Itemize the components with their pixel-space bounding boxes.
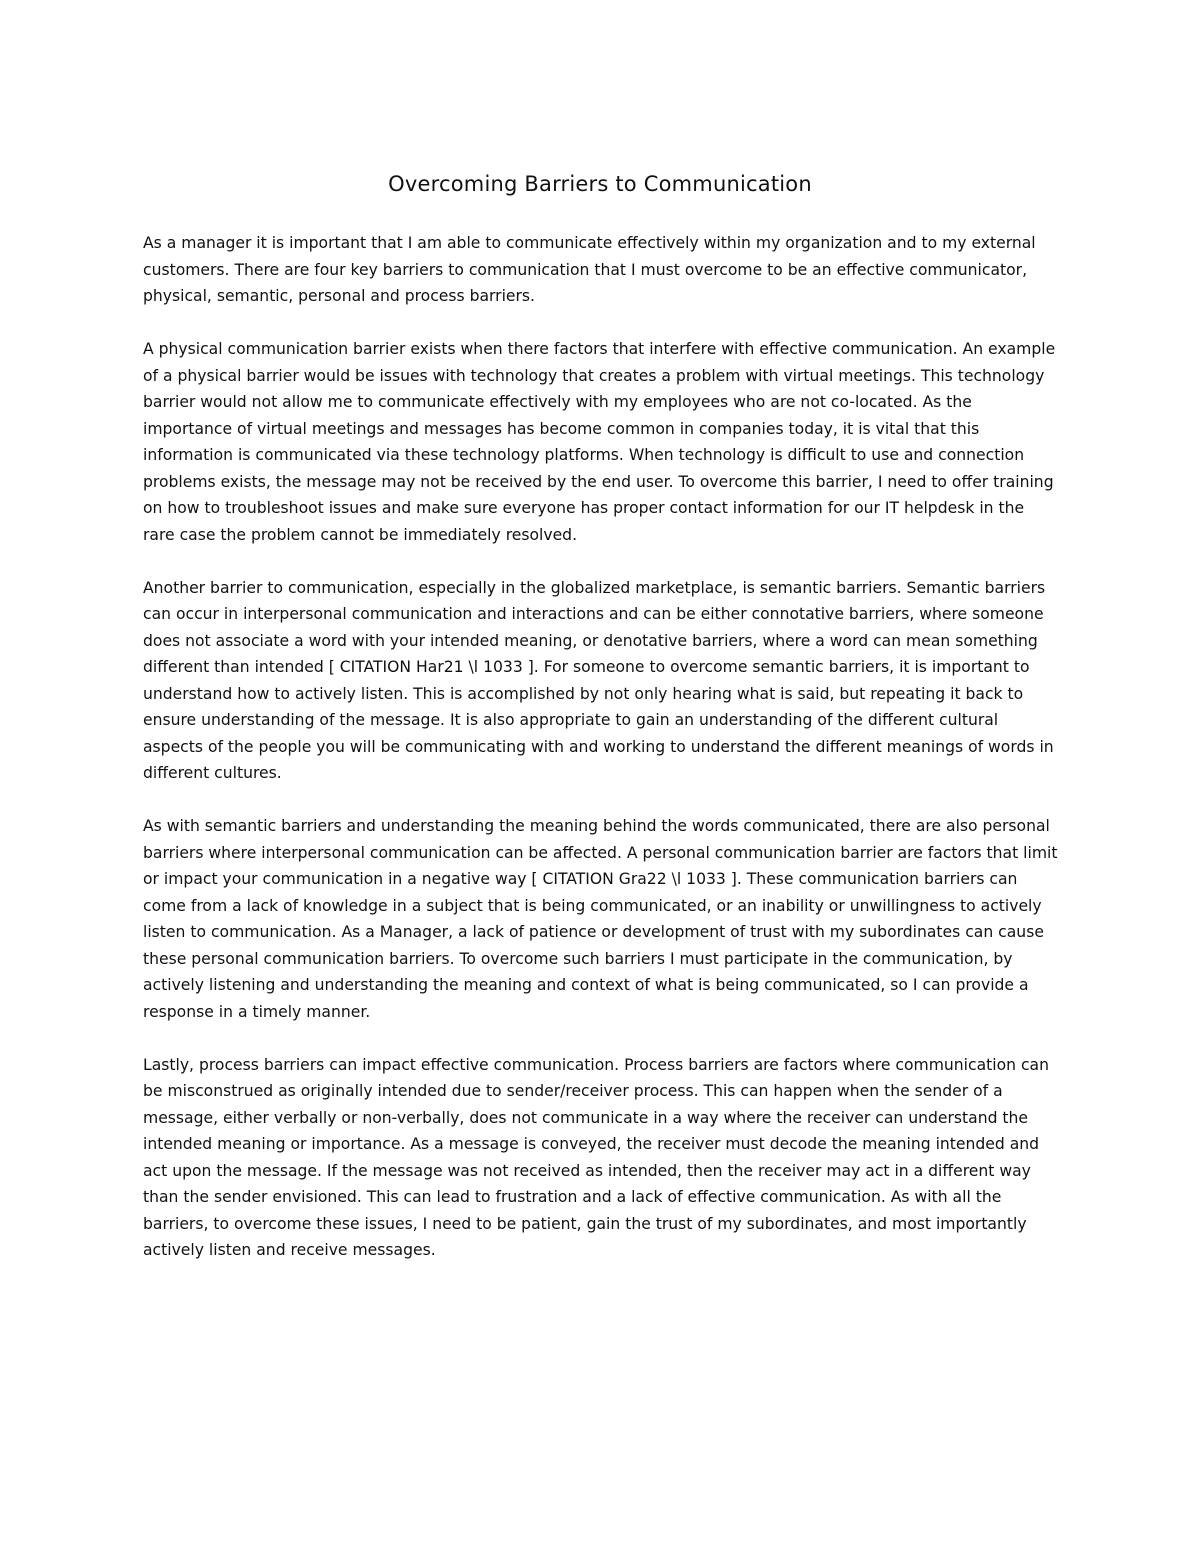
paragraph-physical-barriers: A physical communication barrier exists when there factors that interfere with effective communication. An example of a physical barrier would be issues with technology that creates a problem with virtual meetings. This technology barrier would not allow me to communicate effectively with my employees who are not co-located. As the importance of virtual meetings and messages has become common in companies today, it is vital that this information is communicated via these technology platforms. When technology is difficult to use and connection problems exists, the message may not be received by the end user. To overcome this barrier, I need to offer training on how to troubleshoot issues and make sure everyone has proper contact information for our IT helpdesk in the rare case the problem cannot be immediately resolved. [143,340,1056,544]
document-body [143,230,1059,1290]
paragraph-personal-barriers: As with semantic barriers and understanding the meaning behind the words communicated, there are also personal barriers where interpersonal communication can be affected. A personal communication barrier are factors that limit or impact your communication in a negative way [ CITATION Gra22 \l 1033 ]. These communication barriers can come from a lack of knowledge in a subject that is being communicated, or an inability or unwillingness to actively listen to communication. As a Manager, a lack of patience or development of trust with my subordinates can cause these personal communication barriers. To overcome such barriers I must participate in the communication, by actively listening and understanding the meaning and context of what is being communicated, so I can provide a response in a timely manner. [143,817,1058,1021]
paragraph-semantic-barriers: Another barrier to communication, especially in the globalized marketplace, is semantic barriers. Semantic barriers can occur in interpersonal communication and interactions and can be either connotative barriers, where someone does not associate a word with your intended meaning, or denotative barriers, where a word can mean something different than intended [ CITATION Har21 \l 1033 ]. For someone to overcome semantic barriers, it is important to understand how to actively listen. This is accomplished by not only hearing what is said, but repeating it back to ensure understanding of the message. It is also appropriate to gain an understanding of the different cultural aspects of the people you will be communicating with and working to understand the different meanings of words in different cultures. [143,578,1054,782]
paragraph-introduction: As a manager it is important that I am able to communicate effectively within my organization and to my external customers. There are four key barriers to communication that I must overcome to be an effective communicator, physical, semantic, personal and process barriers. [143,234,1036,305]
document-title: Overcoming Barriers to Communication [388,172,812,196]
paragraph-process-barriers: Lastly, process barriers can impact effective communication. Process barriers are factors where communication can be misconstrued as originally intended due to sender/receiver process. This can happen when the sender of a message, either verbally or non-verbally, does not communicate in a way where the receiver can understand the intended meaning or importance. As a message is conveyed, the receiver must decode the meaning intended and act upon the message. If the message was not received as intended, then the receiver may act in a different way than the sender envisioned. This can lead to frustration and a lack of effective communication. As with all the barriers, to overcome these issues, I need to be patient, gain the trust of my subordinates, and most importantly actively listen and receive messages. [143,1055,1049,1259]
